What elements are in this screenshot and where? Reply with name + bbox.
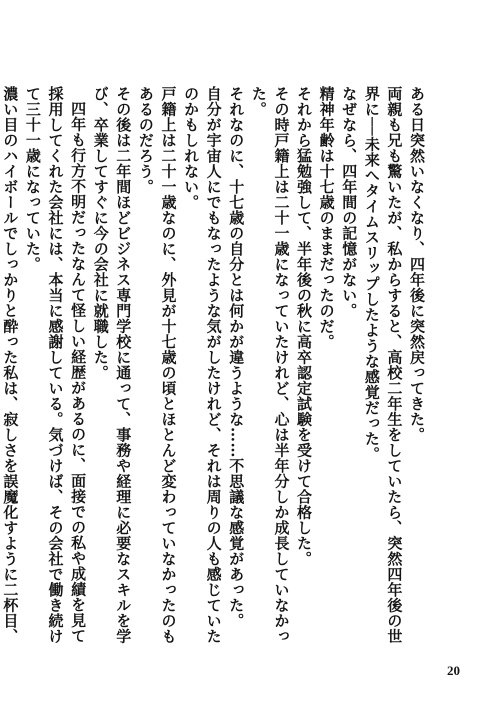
paragraph-6: その時戸籍上は二十一歳になっていたけれど、心は半年分しか成長していなかった。 — [249, 86, 291, 644]
paragraph-3: なぜなら、四年間の記憶がない。 — [340, 86, 359, 319]
paragraph-4: 精神年齢は十七歳のままだったのだ。 — [317, 86, 336, 350]
paragraph-7: それなのに、十七歳の自分とは何かが違うような……不思議な感覚があった。 — [227, 86, 246, 629]
paragraph-1: ある日突然いなくなり、四年後に突然戻ってきた。 — [408, 86, 426, 443]
paragraph-2: 両親も兄も驚いたが、私からすると、高校二年生をしていたら、突然四年後の世界に──未来へタイムスリップしたような感覚だった。 — [362, 86, 404, 644]
paragraph-10: その後は二年間ほどビジネス専門学校に通って、事務や経理に必要なスキルを学び、卒業してすぐに今の会社に就職した。 — [91, 86, 133, 644]
paragraph-12: 濃い目のハイボールでしっかりと酔った私は、寂しさを誤魔化すように二杯目、 — [1, 86, 20, 644]
paragraph-8: 自分が宇宙人にでもなったような気がしたけれど、それは周りの人も感じていたのかもしれない。 — [182, 86, 223, 644]
paragraph-11: 四年も行方不明だったなんて怪しい経歴があるのに、面接での私や成績を見て採用してくれた会社には、本当に感謝している。気づけば、その会社で働き続けて三十一歳になっていた。 — [23, 86, 88, 644]
paragraph-9: 戸籍上は二十一歳なのに、外見が十七歳の頃とほとんど変わっていなかったのもあるのだろう。 — [136, 86, 178, 644]
vertical-text-body — [1, 86, 428, 646]
page-number: 20 — [447, 663, 460, 678]
paragraph-5: それから猛勉強して、半年後の秋に高卒認定試験を受けて合格した。 — [295, 86, 314, 567]
